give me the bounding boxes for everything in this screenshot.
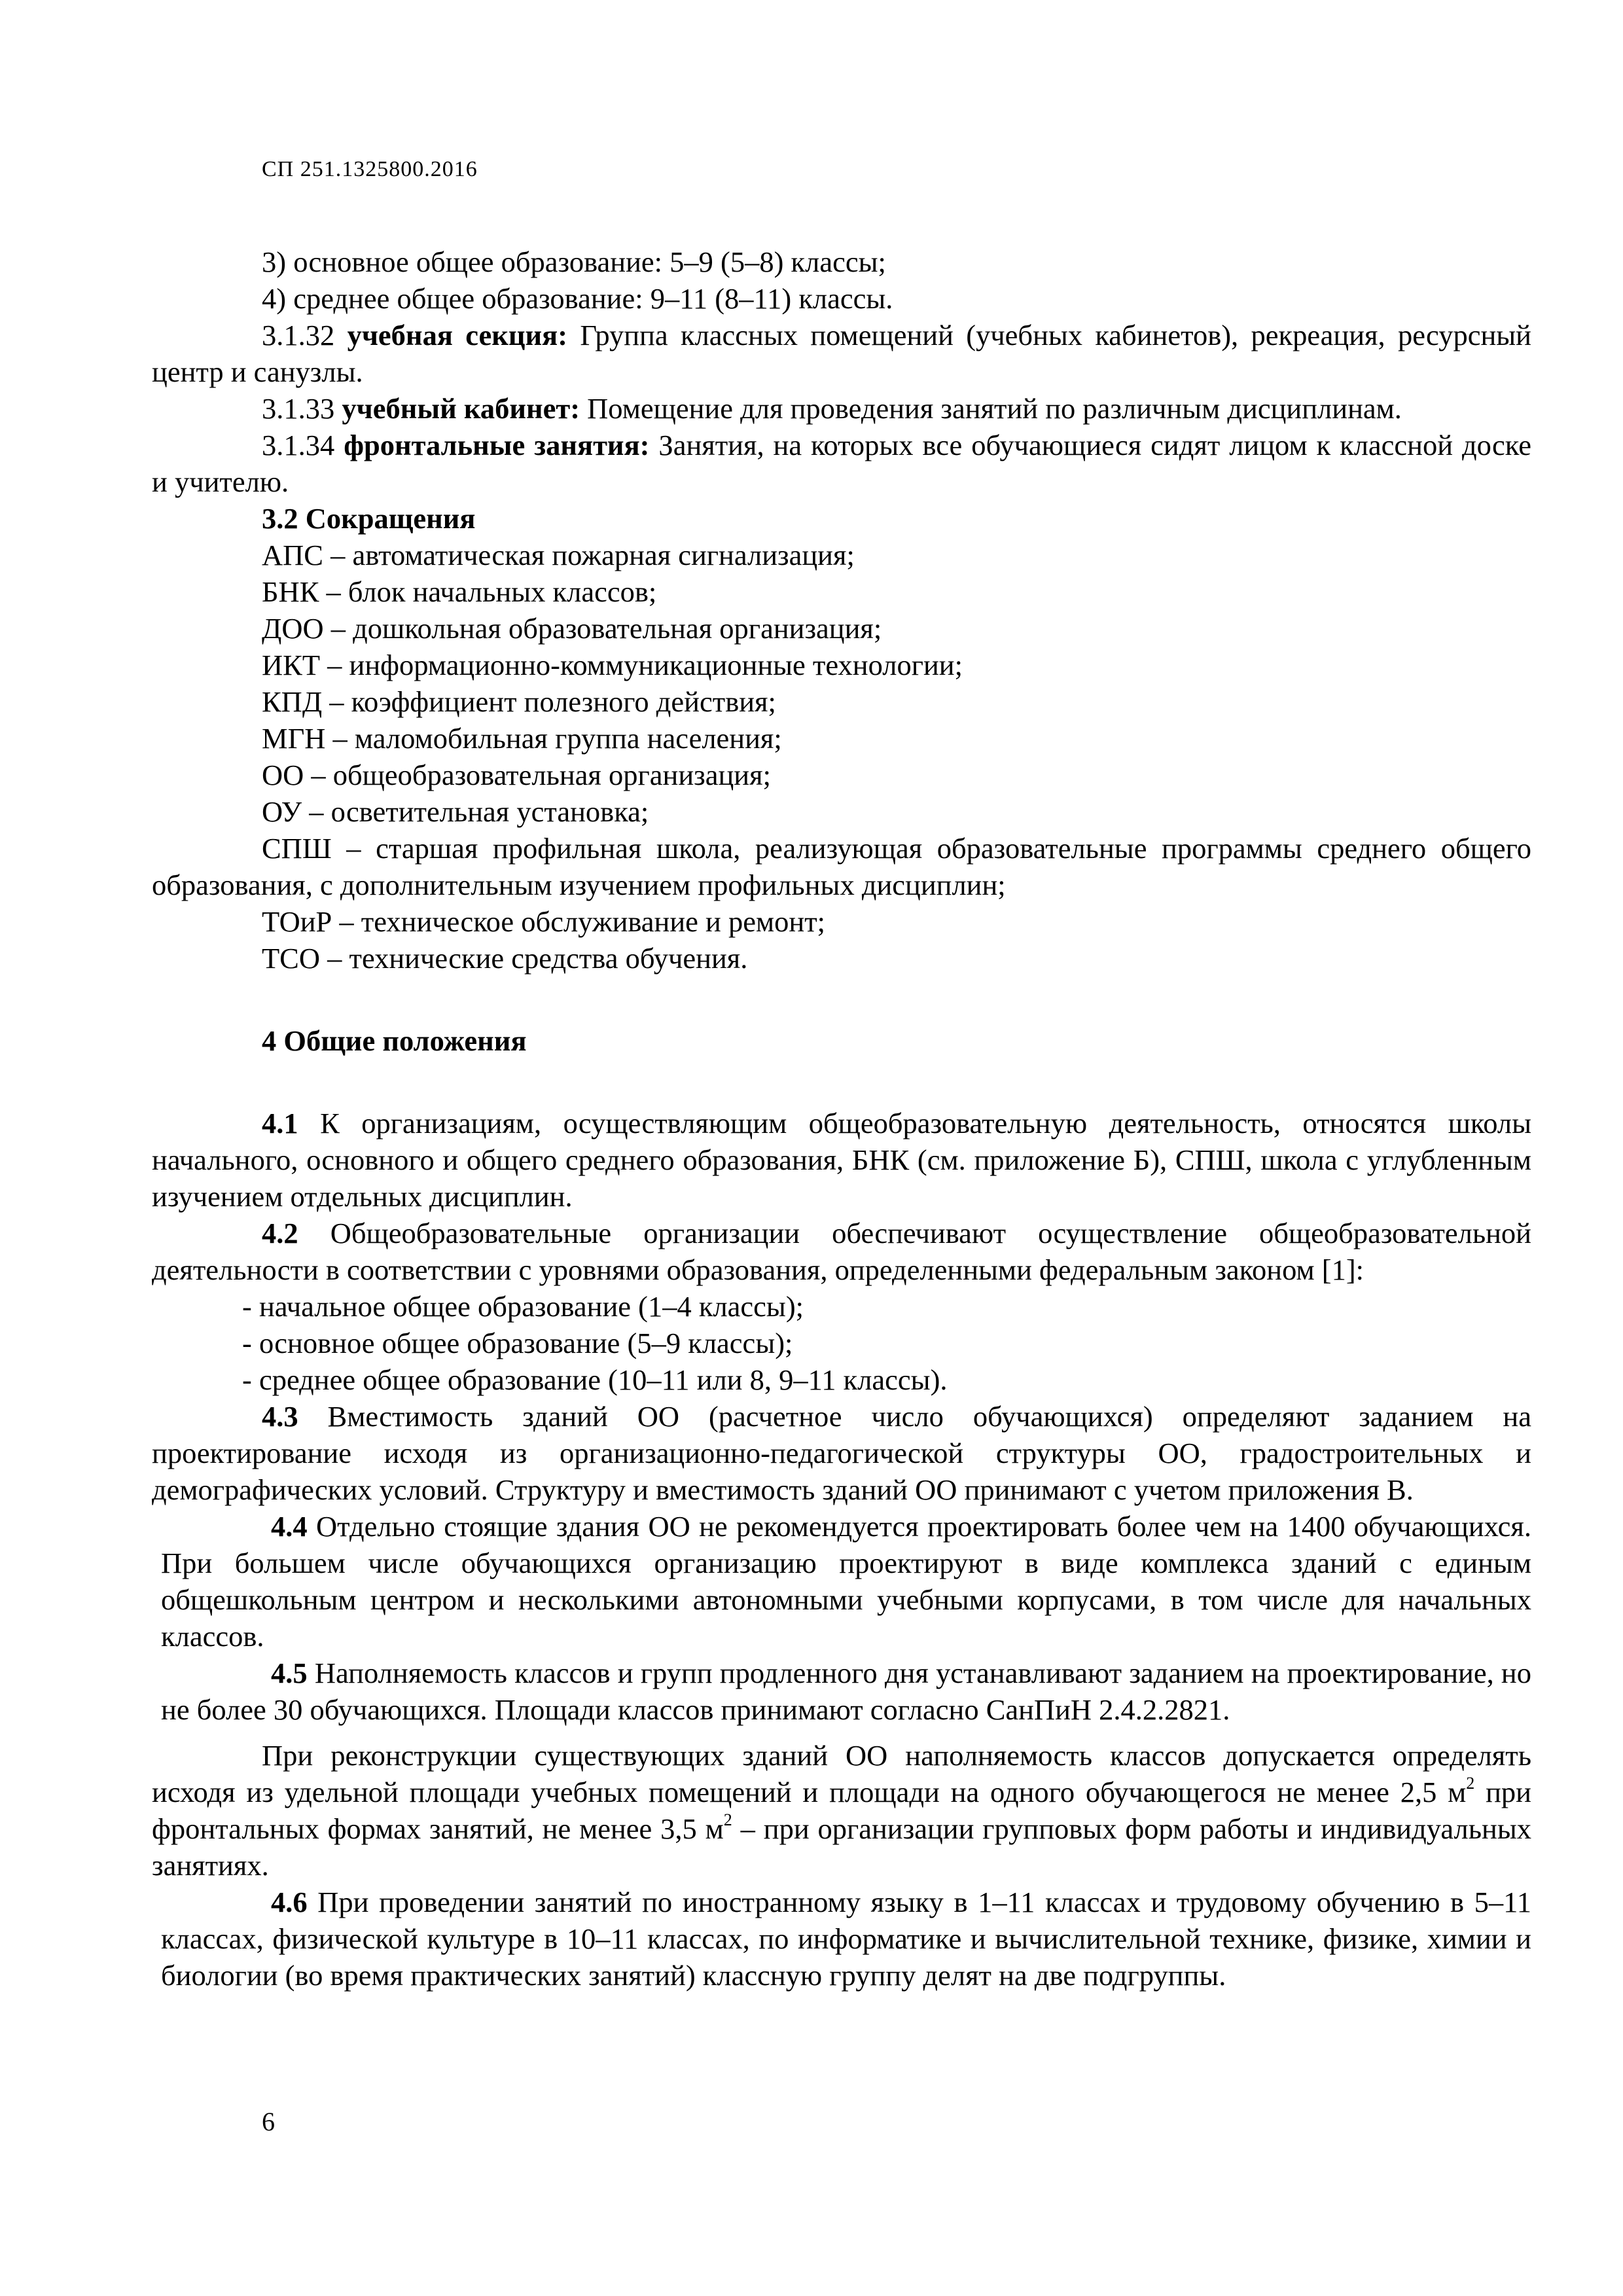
clause-text: при фронтальных формах занятий, не менее 3,5 м [152,1776,1531,1845]
list-item: - среднее общее образование (10–11 или 8, 9–11 классы). [242,1363,948,1396]
term-3-1-34 [152,427,1531,500]
term-number: 3.1.33 [262,392,335,425]
term-definition: Помещение для проведения занятий по различным дисциплинам. [580,392,1402,425]
clause-text: Общеобразовательные организации обеспечивают осуществление общеобразовательной деятельности в соответствии с уровнями образования, определенными федеральным законом [1]: [152,1217,1531,1286]
abbreviation-item: ИКТ – информационно-коммуникационные технологии; [262,649,963,681]
clause-text: При реконструкции существующих зданий ОО наполняемость классов допускается определять исходя из удельной площади учебных помещений и площади на одного обучающегося не менее 2,5 м [152,1739,1531,1808]
abbreviation-item: АПС – автоматическая пожарная сигнализация; [262,539,855,571]
document-code-header: СП 251.1325800.2016 [262,157,478,181]
clause-4-4 [161,1508,1531,1655]
clause-4-1 [152,1105,1531,1215]
clause-4-6 [161,1884,1531,1994]
clause-4-3 [152,1398,1531,1508]
clause-text: Наполняемость классов и групп продленного дня устанавливают заданием на проектирование, но не более 30 обучающихся. Площади классов принимают согласно СанПиН 2.4.2.2821. [161,1657,1531,1726]
abbreviation-item: ОО – общеобразовательная организация; [262,759,771,791]
abbreviation-item: ТСО – технические средства обучения. [262,942,748,975]
list-item: - начальное общее образование (1–4 классы); [242,1290,804,1323]
abbreviation-item: СПШ – старшая профильная школа, реализующая образовательные программы среднего общего образования, с дополнительным изучением профильных дисциплин; [152,832,1531,901]
abbreviation-item: ДОО – дошкольная образовательная организация; [262,612,882,645]
abbreviation-item: ТОиР – техническое обслуживание и ремонт; [262,905,826,938]
superscript: 2 [723,1810,732,1829]
term-number: 3.1.32 [262,319,335,351]
clause-number: 4.5 [271,1657,308,1689]
list-line: 4) среднее общее образование: 9–11 (8–11) классы. [262,282,893,315]
clause-text: – при организации групповых форм работы и индивидуальных занятиях. [152,1812,1531,1882]
term-name: учебная секция: [347,319,568,351]
clause-4-2 [152,1215,1531,1288]
clause-4-5-reconstruction [152,1737,1531,1884]
term-3-1-32 [152,317,1531,390]
term-definition: Занятия, на которых все обучающиеся сидят лицом к классной доске и учителю. [152,429,1532,498]
list-line: 3) основное общее образование: 5–9 (5–8) классы; [262,245,886,278]
clause-number: 4.2 [262,1217,298,1249]
page-number: 6 [262,2107,275,2136]
clause-text: К организациям, осуществляющим общеобразовательную деятельность, относятся школы начального, основного и общего среднего образования, БНК (см. приложение Б), СПШ, школа с углубленным изучением отдельных дисциплин. [152,1107,1531,1213]
term-name: фронтальные занятия: [344,429,650,461]
clause-text: При проведении занятий по иностранному языку в 1–11 классах и трудовому обучению в 5–11 классах, физической культуре в 10–11 классах, по информатике и вычислительной технике, физике, химии и биологии (во время практических занятий) классную группу делят на две подгруппы. [161,1886,1531,1992]
clause-text: Отдельно стоящие здания ОО не рекомендуется проектировать более чем на 1400 обучающихся. При большем числе обучающихся организацию проектируют в виде комплекса зданий с единым общешкольным центром и несколькими автономными учебными корпусами, в том числе для начальных классов. [161,1510,1531,1653]
abbreviation-item: БНК – блок начальных классов; [262,575,657,608]
term-number: 3.1.34 [262,429,335,461]
clause-number: 4.3 [262,1400,298,1433]
clause-text: Вместимость зданий ОО (расчетное число обучающихся) определяют заданием на проектирование исходя из организационно-педагогической структуры ОО, градостроительных и демографических условий. Структуру и вместимость зданий ОО принимают с учетом приложения В. [152,1400,1531,1506]
abbreviations-heading: 3.2 Сокращения [262,502,476,535]
document-body [152,243,1531,1994]
term-name: учебный кабинет: [342,392,580,425]
clause-number: 4.4 [271,1510,308,1543]
clause-4-5 [161,1655,1531,1728]
term-definition: Группа классных помещений (учебных кабинетов), рекреация, ресурсный центр и санузлы. [152,319,1531,388]
superscript: 2 [1466,1774,1475,1793]
term-3-1-33 [152,390,1531,427]
clause-number: 4.1 [262,1107,298,1139]
abbreviation-item: МГН – маломобильная группа населения; [262,722,782,755]
list-item: - основное общее образование (5–9 классы); [242,1327,793,1359]
abbreviation-item: ОУ – осветительная установка; [262,795,649,828]
clause-number: 4.6 [271,1886,308,1918]
abbreviation-item: КПД – коэффициент полезного действия; [262,685,776,718]
section-4-heading: 4 Общие положения [262,1024,527,1057]
